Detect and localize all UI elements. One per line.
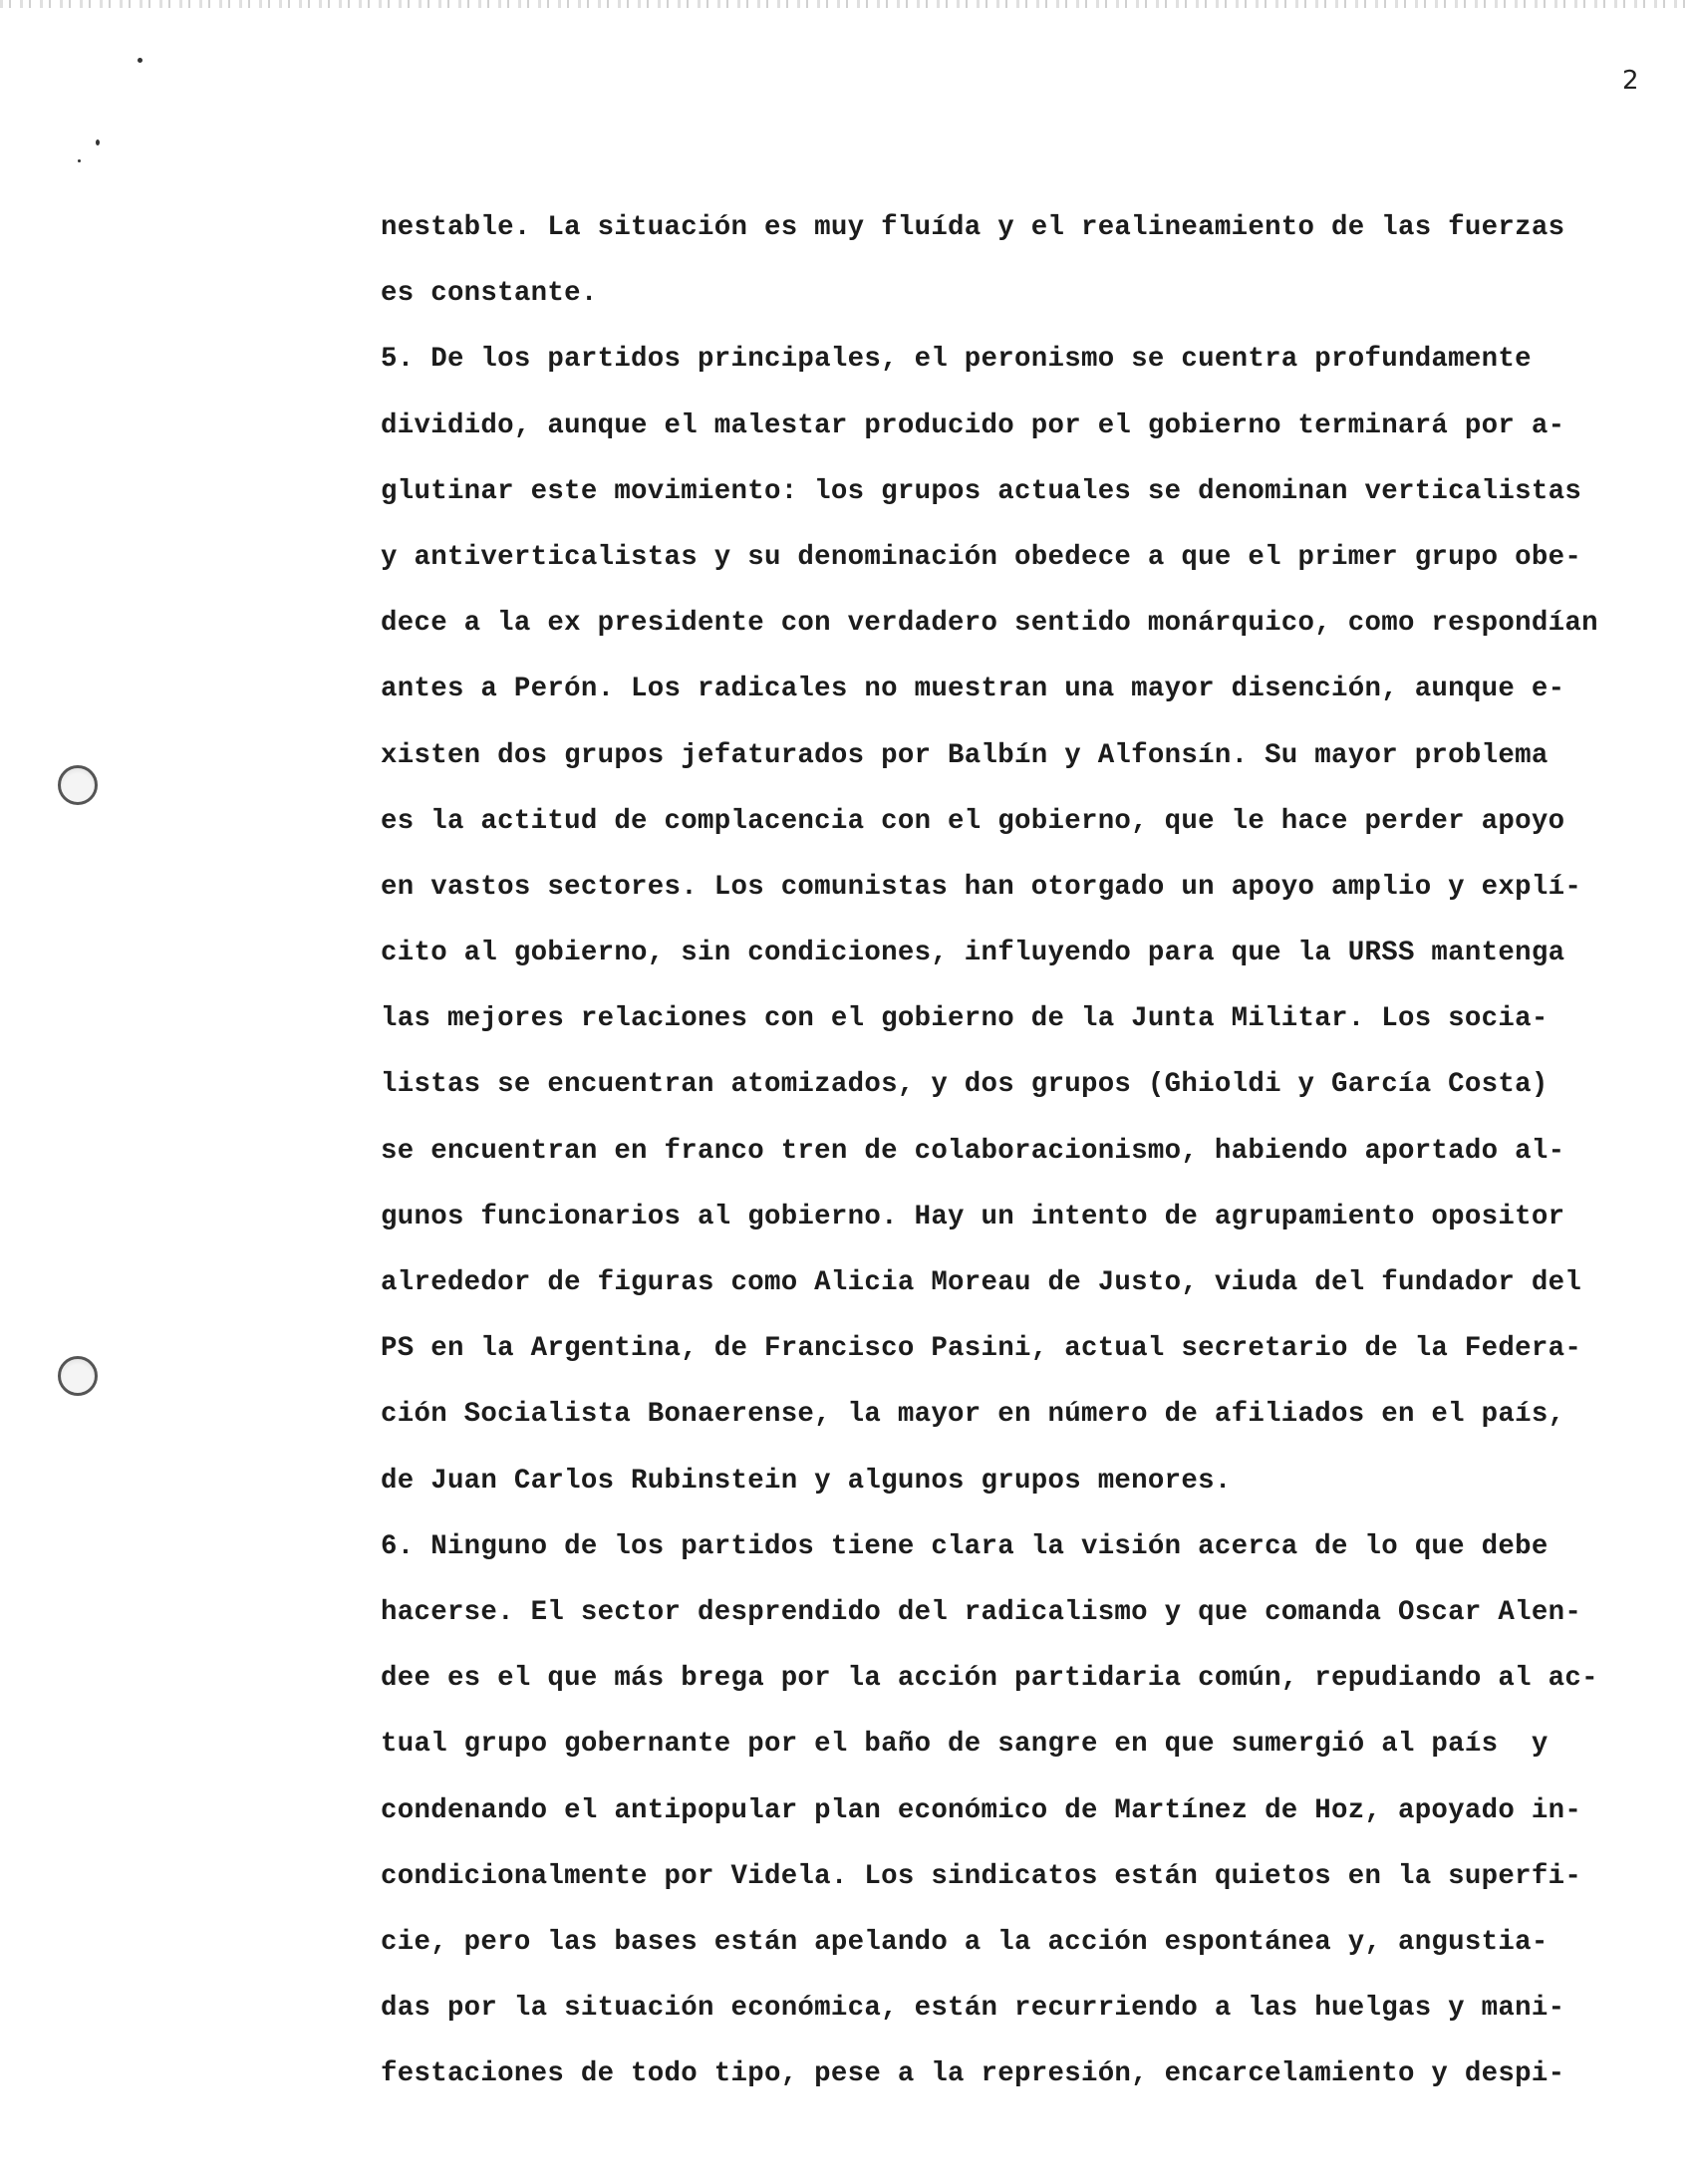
scan-speck xyxy=(138,58,142,63)
text-line: tual grupo gobernante por el baño de sangre en que sumergió al país y xyxy=(381,1729,1549,1761)
text-line: es constante. xyxy=(381,278,598,310)
text-line: dece a la ex presidente con verdadero sentido monárquico, como respondían xyxy=(381,608,1598,640)
scan-speck xyxy=(78,159,81,162)
text-line: cie, pero las bases están apelando a la acción espontánea y, angustia- xyxy=(381,1926,1549,1958)
text-line: las mejores relaciones con el gobierno de la Junta Militar. Los socia- xyxy=(381,1003,1549,1035)
paragraph xyxy=(381,195,1690,327)
text-line: en vastos sectores. Los comunistas han otorgado un apoyo amplio y explí- xyxy=(381,871,1582,903)
punch-hole-icon xyxy=(58,1356,98,1396)
scan-speck xyxy=(96,139,100,145)
scan-edge-noise xyxy=(0,0,1690,8)
text-line: PS en la Argentina, de Francisco Pasini, actual secretario de la Federa- xyxy=(381,1333,1582,1365)
text-line: 5. De los partidos principales, el peronismo se cuentra profundamente xyxy=(381,344,1532,376)
text-line: condenando el antipopular plan económico de Martínez de Hoz, apoyado in- xyxy=(381,1794,1582,1826)
text-line: y antiverticalistas y su denominación obedece a que el primer grupo obe- xyxy=(381,541,1582,573)
text-line: se encuentran en franco tren de colaboracionismo, habiendo aportado al- xyxy=(381,1135,1565,1167)
text-line: condicionalmente por Videla. Los sindicatos están quietos en la superfi- xyxy=(381,1860,1582,1892)
body-text xyxy=(381,195,1690,2107)
text-line: dividido, aunque el malestar producido por el gobierno terminará por a- xyxy=(381,410,1565,441)
text-line: festaciones de todo tipo, pese a la represión, encarcelamiento y despi- xyxy=(381,2058,1565,2090)
text-line: listas se encuentran atomizados, y dos grupos (Ghioldi y García Costa) xyxy=(381,1069,1549,1101)
text-line: de Juan Carlos Rubinstein y algunos grupos menores. xyxy=(381,1465,1232,1497)
text-line: antes a Perón. Los radicales no muestran una mayor disención, aunque e- xyxy=(381,674,1565,705)
text-line: das por la situación económica, están recurriendo a las huelgas y mani- xyxy=(381,1993,1565,2025)
text-line: ción Socialista Bonaerense, la mayor en número de afiliados en el país, xyxy=(381,1399,1565,1431)
text-line: alrededor de figuras como Alicia Moreau de Justo, viuda del fundador del xyxy=(381,1267,1582,1298)
punch-hole-icon xyxy=(58,765,98,805)
paragraph xyxy=(381,1514,1690,2108)
text-line: 6. Ninguno de los partidos tiene clara la visión acerca de lo que debe xyxy=(381,1530,1549,1562)
paragraph xyxy=(381,327,1690,1513)
text-line: es la actitud de complacencia con el gobierno, que le hace perder apoyo xyxy=(381,805,1565,837)
text-line: gunos funcionarios al gobierno. Hay un intento de agrupamiento opositor xyxy=(381,1201,1565,1232)
text-line: hacerse. El sector desprendido del radicalismo y que comanda Oscar Alen- xyxy=(381,1596,1582,1628)
text-line: dee es el que más brega por la acción partidaria común, repudiando al ac- xyxy=(381,1663,1598,1695)
text-line: xisten dos grupos jefaturados por Balbín y Alfonsín. Su mayor problema xyxy=(381,739,1549,771)
text-line: cito al gobierno, sin condiciones, influyendo para que la URSS mantenga xyxy=(381,938,1565,969)
text-line: nestable. La situación es muy fluída y el realineamiento de las fuerzas xyxy=(381,212,1565,243)
page-number: 2 xyxy=(1622,66,1639,96)
text-line: glutinar este movimiento: los grupos actuales se denominan verticalistas xyxy=(381,475,1582,507)
